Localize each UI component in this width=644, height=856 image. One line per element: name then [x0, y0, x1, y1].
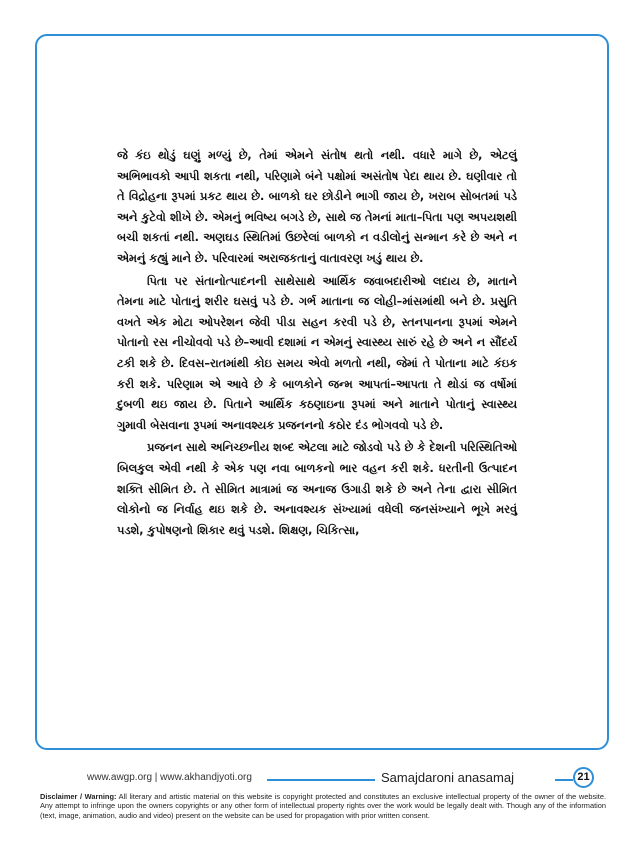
disclaimer-label: Disclaimer / Warning: [40, 792, 117, 801]
footer-book-title: Samajdaroni anasamaj [381, 770, 514, 785]
footer-website-links[interactable]: www.awgp.org | www.akhandjyoti.org [87, 772, 252, 783]
disclaimer [40, 792, 606, 820]
footer-divider-left [267, 779, 375, 781]
page-number-badge: 21 [573, 767, 594, 788]
footer [35, 772, 609, 790]
paragraph-1: જે કંઇ થોડું ઘણું મળ્યું છે, તેમાં એમને સંતોષ થતો નથી. વધારે માગે છે, એટલું અભિભાવકો આપી શકતા નથી, પરિણામે બંને પક્ષોમાં અસંતોષ પેદા થાય છે. ઘણીવાર તો તે વિદ્રોહના રૂપમાં પ્રકટ થાય છે. બાળકો ઘર છોડીને ભાગી જાય છે, ખરાબ સોબતમાં પડે અને કુટેવો શીખે છે. એમનું ભવિષ્ય બગડે છે, સાથે જ તેમનાં માતા–પિતા પણ અપયશથી બચી શકતાં નથી. અણઘડ સ્થિતિમાં ઉછરેલાં બાળકો ન વડીલોનું સન્માન કરે છે અને ન એમનું કહ્યું માને છે. પરિવારમાં અરાજકતાનું વાતાવરણ ખડું થાય છે. [117, 149, 517, 265]
paragraph-2: પિતા પર સંતાનોત્પાદનની સાથેસાથે આર્થિક જવાબદારીઓ લદાય છે, માતાને તેમના માટે પોતાનું શરીર ઘસવું પડે છે. ગર્ભ માતાના જ લોહી–માંસમાંથી બને છે. પ્રસુતિ વખતે એક મોટા ઓપરેશન જેવી પીડા સહન કરવી પડે છે, સ્તનપાનના રૂપમાં એમને પોતાનો રસ નીચોવવો પડે છે–આવી દશામાં ન એમનું સ્વાસ્થ્ય સારું રહે છે અને ન સૌંદર્ય ટકી શકે છે. દિવસ–રાતમાંથી કોઇ સમય એવો મળતો નથી, જેમાં તે પોતાના માટે કંઇક કરી શકે. પરિણામ એ આવે છે કે બાળકોને જન્મ આપતાં–આપતા તે થોડાં જ વર્ષોમાં દુબળી થઇ જાય છે. પિતાને આર્થિક કઠણાઇના રૂપમાં અને માતાને પોતાનું સ્વાસ્થ્ય ગુમાવી બેસવાના રૂપમાં અનાવશ્યક પ્રજનનનો કઠોર દંડ ભોગવવો પડે છે. [117, 274, 517, 432]
footer-divider-right [555, 779, 573, 781]
paragraph-3: પ્રજનન સાથે અનિચ્છનીય શબ્દ એટલા માટે જોડવો પડે છે કે દેશની પરિસ્થિતિઓ બિલકુલ એવી નથી કે એક પણ નવા બાળકનો ભાર વહન કરી શકે. ધરતીની ઉત્પાદન શક્તિ સીમિત છે. તે સીમિત માત્રામાં જ અનાજ ઉગાડી શકે છે અને તેના દ્વારા સીમિત લોકોનો જ નિર્વાહ થઇ શકે છે. અનાવશ્યક સંખ્યામાં વધેલી જનસંખ્યાને ભૂખે મરવું પડશે, કુપોષણનો શિકાર થવું પડશે. શિક્ષણ, ચિકિત્સા, [117, 441, 517, 537]
disclaimer-text: All literary and artistic material on this website is copyright protected and constitutes an exclusive intellectual property of the owner of the website. Any attempt to infringe upon the owners copyrights or any other form of intellectual property rights over the work would be legally dealt with. Though any of the information (text, image, animation, audio and video) present on the website can be used for propagation with prior written consent. [40, 792, 606, 820]
page-body-text [117, 146, 517, 543]
